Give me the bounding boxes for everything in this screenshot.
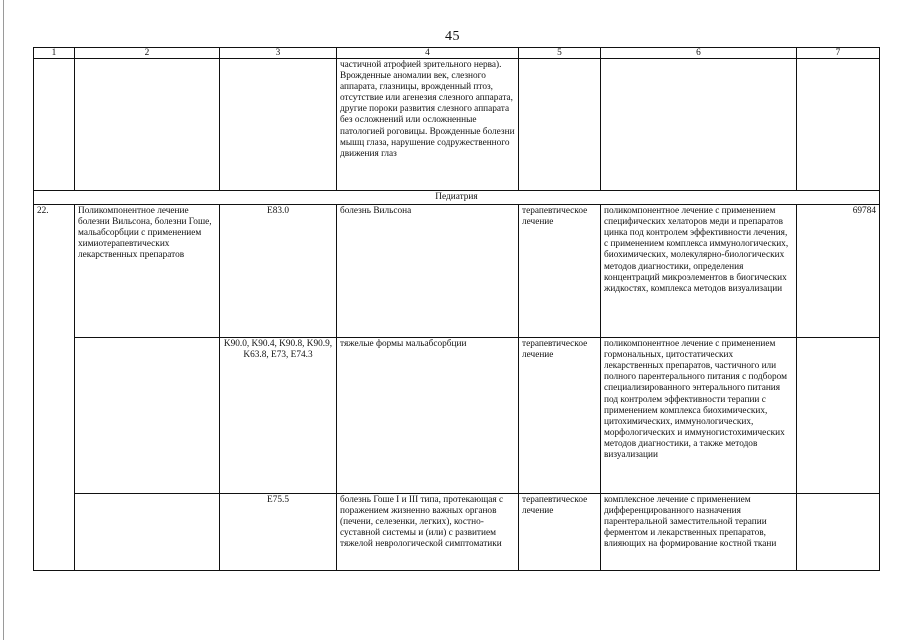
treatment-method: поликомпонентное лечение с применением гормональных, цитостатических лекарственных препаратов, частичного или полного парентерального питания с подбором специализированного энтерального питания под контролем эффективности терапии с применением комплекса биохимических, цитохимических, иммунологических, морфологических и иммуногистохимических методов диагностики, а также методов визуализации bbox=[601, 338, 797, 494]
icd-codes: E83.0 bbox=[220, 205, 337, 338]
page-number: 45 bbox=[445, 29, 460, 44]
column-number-row bbox=[34, 48, 880, 59]
treatment-type: терапевтическое лечение bbox=[519, 338, 601, 494]
cell-empty bbox=[75, 59, 220, 191]
cell-empty bbox=[797, 59, 880, 191]
cell-empty bbox=[797, 338, 880, 494]
icd-codes: K90.0, K90.4, K90.8, K90.9, K63.8, E73, E74.3 bbox=[220, 338, 337, 494]
treatment-method: поликомпонентное лечение с применением специфических хелаторов меди и препаратов цинка под контролем эффективности лечения, с применением комплекса иммунологических, биохимических, молекулярно-биологических методов диагностики, определения концентраций микроэлементов в биогических жидкостях, комплекса методов визуализации bbox=[601, 205, 797, 338]
cell-empty bbox=[75, 338, 220, 494]
column-number: 1 bbox=[34, 48, 75, 59]
continued-row bbox=[34, 59, 880, 191]
section-title: Педиатрия bbox=[34, 191, 880, 205]
patient-model: болезнь Вильсона bbox=[337, 205, 519, 338]
cell-empty bbox=[797, 494, 880, 571]
column-number: 7 bbox=[797, 48, 880, 59]
cell-empty bbox=[34, 59, 75, 191]
cell-empty bbox=[75, 494, 220, 571]
item-name: Поликомпонентное лечение болезни Вильсона, болезни Гоше, мальабсорбции с применением химиотерапевтических лекарственных препаратов bbox=[75, 205, 220, 338]
column-number: 6 bbox=[601, 48, 797, 59]
table-row bbox=[34, 205, 880, 338]
column-number: 2 bbox=[75, 48, 220, 59]
page-edge-rule bbox=[3, 0, 4, 640]
table-row bbox=[34, 338, 880, 494]
icd-codes: E75.5 bbox=[220, 494, 337, 571]
column-number: 3 bbox=[220, 48, 337, 59]
patient-model: болезнь Гоше I и III типа, протекающая с поражением жизненно важных органов (печени, селезенки, легких), костно-суставной системы и (или) с развитием тяжелой неврологической симптоматики bbox=[337, 494, 519, 571]
table-row bbox=[34, 494, 880, 571]
treatment-type: терапевтическое лечение bbox=[519, 205, 601, 338]
medical-care-table bbox=[33, 47, 880, 571]
cell-empty bbox=[519, 59, 601, 191]
section-row bbox=[34, 191, 880, 205]
patient-model: тяжелые формы мальабсорбции bbox=[337, 338, 519, 494]
cell-empty bbox=[601, 59, 797, 191]
continued-model-text: частичной атрофией зрительного нерва). Врожденные аномалии век, слезного аппарата, глазницы, врожденный птоз, отсутствие или агенезия слезного аппарата, другие пороки развития слезного аппарата без осложнений или осложненные патологией роговицы. Врожденные болезни мышц глаза, нарушение содружественного движения глаз bbox=[337, 59, 519, 191]
item-number: 22. bbox=[34, 205, 75, 571]
column-number: 4 bbox=[337, 48, 519, 59]
cost-value: 69784 bbox=[797, 205, 880, 338]
treatment-method: комплексное лечение с применением дифференцированного назначения парентеральной заместительной терапии ферментом и лекарственных препаратов, влияющих на формирование костной ткани bbox=[601, 494, 797, 571]
treatment-type: терапевтическое лечение bbox=[519, 494, 601, 571]
cell-empty bbox=[220, 59, 337, 191]
column-number: 5 bbox=[519, 48, 601, 59]
